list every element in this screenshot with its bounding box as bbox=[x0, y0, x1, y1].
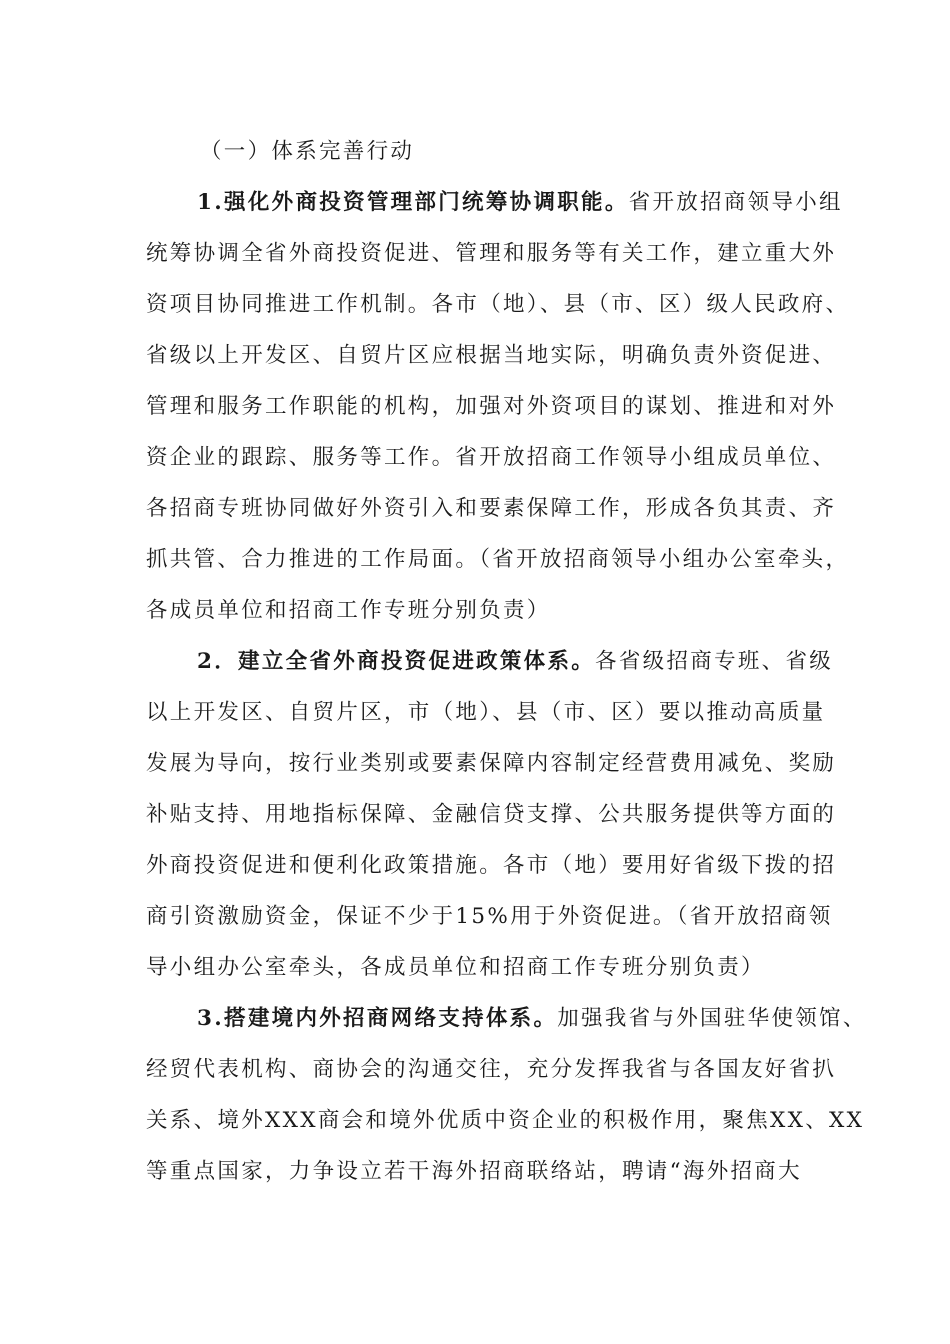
paragraph-1-line: 资项目协同推进工作机制。各市（地）、县（市、区）级人民政府、 bbox=[146, 292, 850, 317]
paragraph-1-lead: 省开放招商领导小组 bbox=[628, 190, 843, 215]
paragraph-2-title: 2．建立全省外商投资促进政策体系。 bbox=[197, 649, 596, 674]
paragraph-1-line: 资企业的跟踪、服务等工作。省开放招商工作领导小组成员单位、 bbox=[146, 445, 837, 470]
paragraph-1-line: 各招商专班协同做好外资引入和要素保障工作，形成各负其责、齐 bbox=[146, 496, 837, 521]
paragraph-2-line: 补贴支持、用地指标保障、金融信贷支撑、公共服务提供等方面的 bbox=[146, 802, 837, 827]
paragraph-1-line: 省级以上开发区、自贸片区应根据当地实际，明确负责外资促进、 bbox=[146, 343, 837, 368]
paragraph-2-line: 发展为导向，按行业类别或要素保障内容制定经营费用减免、奖励 bbox=[146, 751, 837, 776]
paragraph-3-line: 等重点国家，力争设立若干海外招商联络站，聘请“海外招商大 bbox=[146, 1159, 802, 1184]
paragraph-1-line: 统筹协调全省外商投资促进、管理和服务等有关工作，建立重大外 bbox=[146, 241, 837, 266]
paragraph-1-first-line bbox=[197, 192, 843, 214]
section-heading: （一）体系完善行动 bbox=[200, 139, 415, 164]
paragraph-2-line: 外商投资促进和便利化政策措施。各市（地）要用好省级下拨的招 bbox=[146, 853, 837, 878]
paragraph-1-line: 管理和服务工作职能的机构，加强对外资项目的谋划、推进和对外 bbox=[146, 394, 837, 419]
paragraph-2-lead: 各省级招商专班、省级 bbox=[595, 649, 834, 674]
paragraph-3-lead: 加强我省与外国驻华使领馆、 bbox=[557, 1006, 867, 1031]
paragraph-1-line: 抓共管、合力推进的工作局面。（省开放招商领导小组办公室牵头， bbox=[146, 547, 850, 572]
paragraph-2-first-line bbox=[197, 651, 833, 673]
paragraph-3-line: 经贸代表机构、商协会的沟通交往，充分发挥我省与各国友好省扒 bbox=[146, 1057, 837, 1082]
paragraph-3-first-line bbox=[197, 1008, 867, 1030]
paragraph-2-line: 导小组办公室牵头，各成员单位和招商工作专班分别负责） bbox=[146, 955, 765, 980]
paragraph-3-line: 关系、境外XXX商会和境外优质中资企业的积极作用，聚焦XX、XX bbox=[146, 1108, 865, 1133]
paragraph-1-title: 1.强化外商投资管理部门统筹协调职能。 bbox=[197, 190, 629, 215]
paragraph-2-line: 商引资激励资金，保证不少于15%用于外资促进。（省开放招商领 bbox=[146, 904, 833, 929]
paragraph-1-line: 各成员单位和招商工作专班分别负责） bbox=[146, 598, 551, 623]
paragraph-2-line: 以上开发区、自贸片区，市（地）、县（市、区）要以推动高质量 bbox=[146, 700, 826, 725]
paragraph-3-title: 3.搭建境内外招商网络支持体系。 bbox=[197, 1006, 558, 1031]
